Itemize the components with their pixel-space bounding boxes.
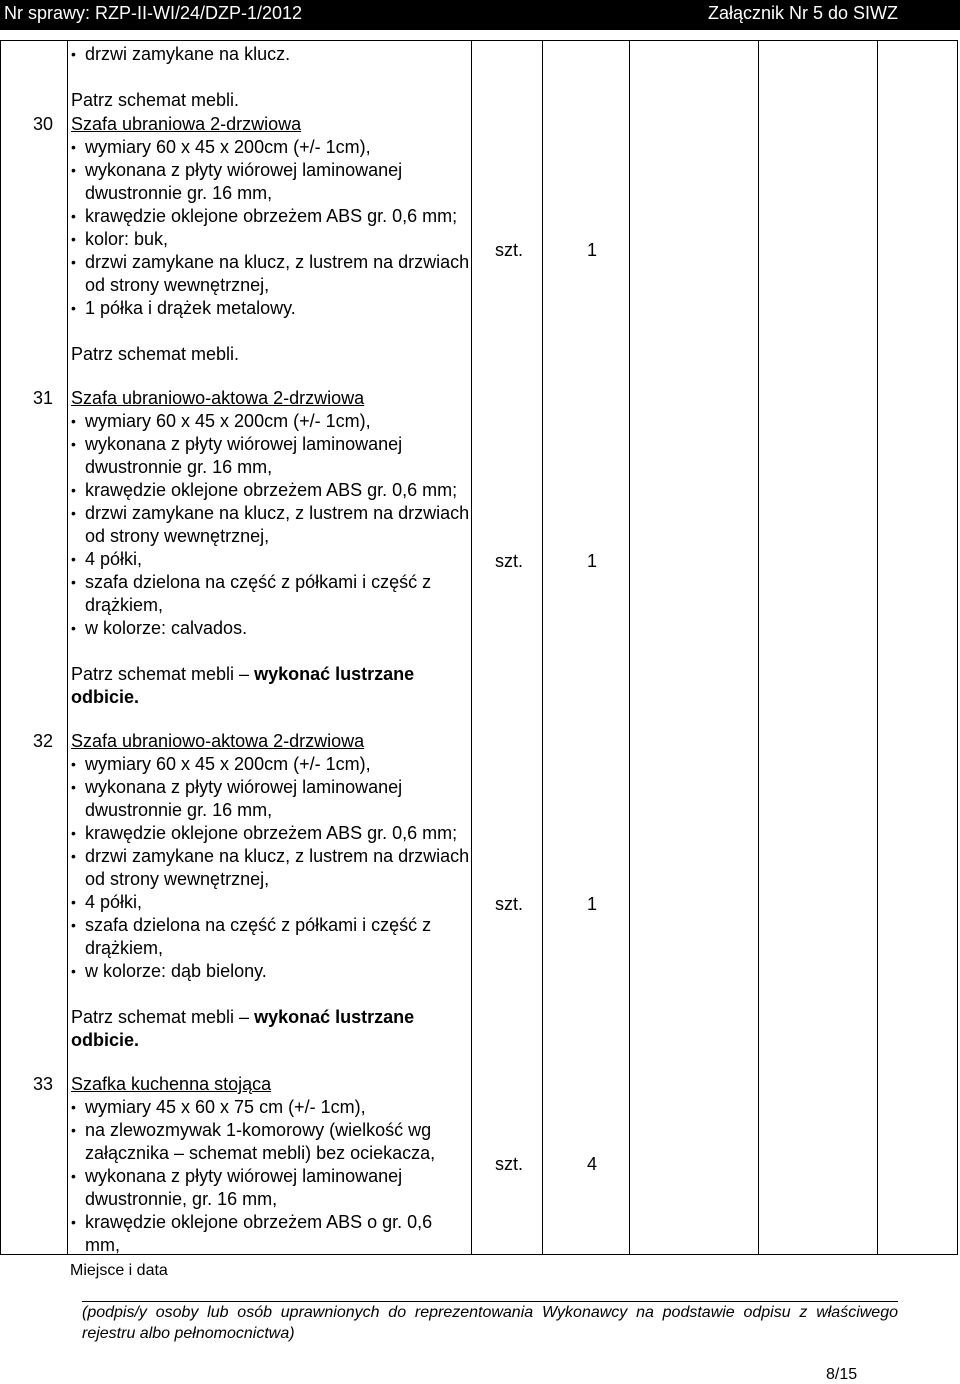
column-divider [67,41,68,1254]
page-header [0,0,960,30]
item-quantity: 1 [587,551,598,571]
attachment-label: Załącznik Nr 5 do SIWZ [707,3,898,23]
item-unit: szt. [495,551,524,571]
spec-item: • krawędzie oklejone obrzeżem ABS gr. 0,6 mm; [71,822,471,845]
item-description [71,113,471,366]
item-number: 33 [33,1074,54,1094]
signature-caption: (podpis/y osoby lub osób uprawnionych do reprezentowania Wykonawcy na podstawie odpisu z właściwego rejestru albo pełnomocnictwa) [82,1304,898,1342]
column-divider [758,41,759,1254]
item-unit: szt. [495,240,524,260]
column-divider [542,41,543,1254]
spec-item: • wykonana z płyty wiórowej laminowanej dwustronnie, gr. 16 mm, [71,1165,471,1211]
spec-item: • krawędzie oklejone obrzeżem ABS o gr. 0,6 mm, [71,1211,471,1257]
spec-list [71,753,471,983]
spec-item: • drzwi zamykane na klucz. [71,43,471,66]
item-note: Patrz schemat mebli – wykonać lustrzane odbicie. [71,664,415,707]
item-number: 31 [33,388,54,408]
spec-item: • drzwi zamykane na klucz, z lustrem na drzwiach od strony wewnętrznej, [71,845,471,891]
item-description [71,387,471,709]
item-title: Szafa ubraniowa 2-drzwiowa [71,114,302,134]
spec-item: • 4 półki, [71,548,471,571]
spec-item: • na zlewozmywak 1-komorowy (wielkość wg załącznika – schemat mebli) bez ociekacza, [71,1119,471,1165]
case-number: Nr sprawy: RZP-II-WI/24/DZP-1/2012 [4,3,303,23]
spec-item: • drzwi zamykane na klucz, z lustrem na drzwiach od strony wewnętrznej, [71,502,471,548]
spec-item: • wykonana z płyty wiórowej laminowanej dwustronnie gr. 16 mm, [71,776,471,822]
spec-item: • wykonana z płyty wiórowej laminowanej dwustronnie gr. 16 mm, [71,159,471,205]
item-title: Szafa ubraniowo-aktowa 2-drzwiowa [71,388,365,408]
items-table [0,40,958,1255]
spec-item: • krawędzie oklejone obrzeżem ABS gr. 0,6 mm; [71,479,471,502]
item-note: Patrz schemat mebli. [71,344,240,364]
item-description [71,43,471,112]
spec-item: • wymiary 45 x 60 x 75 cm (+/- 1cm), [71,1096,471,1119]
spec-item: • w kolorze: dąb bielony. [71,960,471,983]
spec-item: • 1 półka i drążek metalowy. [71,297,471,320]
spec-item: • wymiary 60 x 45 x 200cm (+/- 1cm), [71,753,471,776]
spec-item: • szafa dzielona na część z półkami i część z drążkiem, [71,571,471,617]
item-quantity: 4 [587,1154,598,1174]
item-number: 30 [33,114,54,134]
item-unit: szt. [495,1154,524,1174]
spec-item: • krawędzie oklejone obrzeżem ABS gr. 0,6 mm; [71,205,471,228]
column-divider [877,41,878,1254]
place-date-label: Miejsce i data [70,1262,168,1279]
spec-item: • wymiary 60 x 45 x 200cm (+/- 1cm), [71,410,471,433]
spec-item: • 4 półki, [71,891,471,914]
spec-list [71,1096,471,1257]
spec-item: • wykonana z płyty wiórowej laminowanej dwustronnie gr. 16 mm, [71,433,471,479]
item-quantity: 1 [587,240,598,260]
column-divider [629,41,630,1254]
item-number: 32 [33,731,54,751]
item-note: Patrz schemat mebli – wykonać lustrzane odbicie. [71,1007,415,1050]
spec-item: • drzwi zamykane na klucz, z lustrem na drzwiach od strony wewnętrznej, [71,251,471,297]
spec-list [71,136,471,320]
column-divider [471,41,472,1254]
item-note: Patrz schemat mebli. [71,90,240,110]
spec-list [71,43,471,66]
item-unit: szt. [495,894,524,914]
item-title: Szafka kuchenna stojąca [71,1074,272,1094]
spec-item: • szafa dzielona na część z półkami i część z drążkiem, [71,914,471,960]
spec-list [71,410,471,640]
spec-item: • kolor: buk, [71,228,471,251]
item-quantity: 1 [587,894,598,914]
item-description [71,730,471,1052]
spec-item: • w kolorze: calvados. [71,617,471,640]
item-description [71,1073,471,1257]
page-number: 8/15 [826,1366,858,1383]
spec-item: • wymiary 60 x 45 x 200cm (+/- 1cm), [71,136,471,159]
item-title: Szafa ubraniowo-aktowa 2-drzwiowa [71,731,365,751]
